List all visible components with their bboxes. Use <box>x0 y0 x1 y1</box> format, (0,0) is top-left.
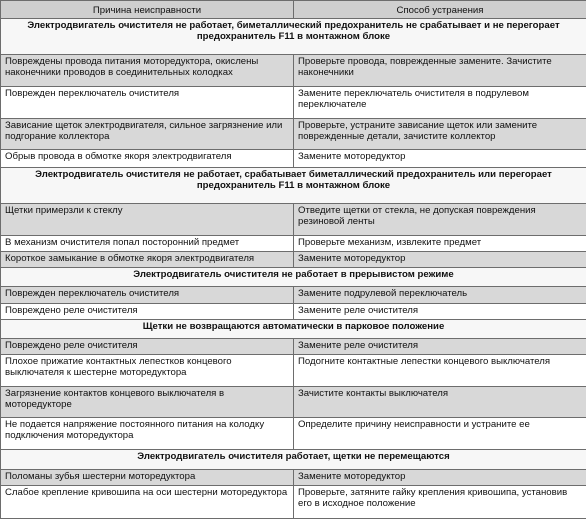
table-row <box>1 486 586 519</box>
section-title: Щетки не возвращаются автоматически в парковое положение <box>1 319 586 338</box>
section-title: Электродвигатель очистителя не работает, биметаллический предохранитель не срабатывает и не перегорает предохранитель F11 в монтажном блоке <box>1 19 586 55</box>
remedy-cell: Замените моторедуктор <box>294 251 586 267</box>
remedy-cell: Зачистите контакты выключателя <box>294 386 586 417</box>
remedy-cell: Отведите щетки от стекла, не допуская повреждения резиновой ленты <box>294 204 586 235</box>
table-row <box>1 418 586 449</box>
cause-cell: Короткое замыкание в обмотке якоря электродвигателя <box>1 251 294 267</box>
cause-cell: Зависание щеток электродвигателя, сильное загрязнение или подгорание коллектора <box>1 118 294 149</box>
cause-cell: Плохое прижатие контактных лепестков концевого выключателя к шестерне моторедуктора <box>1 355 294 386</box>
cause-cell: Обрыв провода в обмотке якоря электродвигателя <box>1 150 294 167</box>
table-row <box>1 303 586 319</box>
cause-cell: Не подается напряжение постоянного питания на колодку подключения моторедуктора <box>1 418 294 449</box>
cause-cell: Повреждено реле очистителя <box>1 339 294 355</box>
remedy-cell: Проверьте провода, поврежденные замените. Зачистите наконечники <box>294 54 586 87</box>
remedy-cell: Проверьте, затяните гайку крепления кривошипа, установив его в исходное положение <box>294 486 586 519</box>
table-row <box>1 386 586 417</box>
cause-cell: Повреждены провода питания моторедуктора, окислены наконечники проводов в соединительных колодках <box>1 54 294 87</box>
remedy-cell: Подогните контактные лепестки концевого выключателя <box>294 355 586 386</box>
table-row <box>1 339 586 355</box>
remedy-cell: Замените подрулевой переключатель <box>294 287 586 303</box>
table-row <box>1 87 586 118</box>
cause-cell: Щетки примерзли к стеклу <box>1 204 294 235</box>
cause-cell: В механизм очистителя попал посторонний предмет <box>1 235 294 251</box>
cause-cell: Повреждено реле очистителя <box>1 303 294 319</box>
section-title: Электродвигатель очистителя не работает, срабатывает биметаллический предохранитель или перегорает предохранитель F11 в монтажном блоке <box>1 167 586 204</box>
remedy-cell: Замените переключатель очистителя в подрулевом переключателе <box>294 87 586 118</box>
remedy-cell: Замените реле очистителя <box>294 339 586 355</box>
table-body <box>1 1 586 519</box>
cause-cell: Загрязнение контактов концевого выключателя в моторедукторе <box>1 386 294 417</box>
cause-cell: Поломаны зубья шестерни моторедуктора <box>1 470 294 486</box>
table-row <box>1 287 586 303</box>
section-title: Электродвигатель очистителя не работает в прерывистом режиме <box>1 268 586 287</box>
section-header-row <box>1 449 586 469</box>
remedy-cell: Определите причину неисправности и устраните ее <box>294 418 586 449</box>
remedy-cell: Замените моторедуктор <box>294 150 586 167</box>
table-row <box>1 470 586 486</box>
table-row <box>1 251 586 267</box>
remedy-cell: Замените моторедуктор <box>294 470 586 486</box>
cause-cell: Слабое крепление кривошипа на оси шестерни моторедуктора <box>1 486 294 519</box>
section-title: Электродвигатель очистителя работает, щетки не перемещаются <box>1 449 586 469</box>
table-row <box>1 355 586 386</box>
section-header-row <box>1 268 586 287</box>
section-header-row <box>1 19 586 55</box>
table-row <box>1 150 586 167</box>
header-cause: Причина неисправности <box>1 1 294 19</box>
table-header-row <box>1 1 586 19</box>
table-row <box>1 204 586 235</box>
table-row <box>1 118 586 149</box>
table-row <box>1 54 586 87</box>
table-row <box>1 235 586 251</box>
remedy-cell: Проверьте, устраните зависание щеток или замените поврежденные детали, зачистите коллектор <box>294 118 586 149</box>
header-remedy: Способ устранения <box>294 1 586 19</box>
remedy-cell: Замените реле очистителя <box>294 303 586 319</box>
cause-cell: Поврежден переключатель очистителя <box>1 287 294 303</box>
section-header-row <box>1 167 586 204</box>
remedy-cell: Проверьте механизм, извлеките предмет <box>294 235 586 251</box>
section-header-row <box>1 319 586 338</box>
cause-cell: Поврежден переключатель очистителя <box>1 87 294 118</box>
